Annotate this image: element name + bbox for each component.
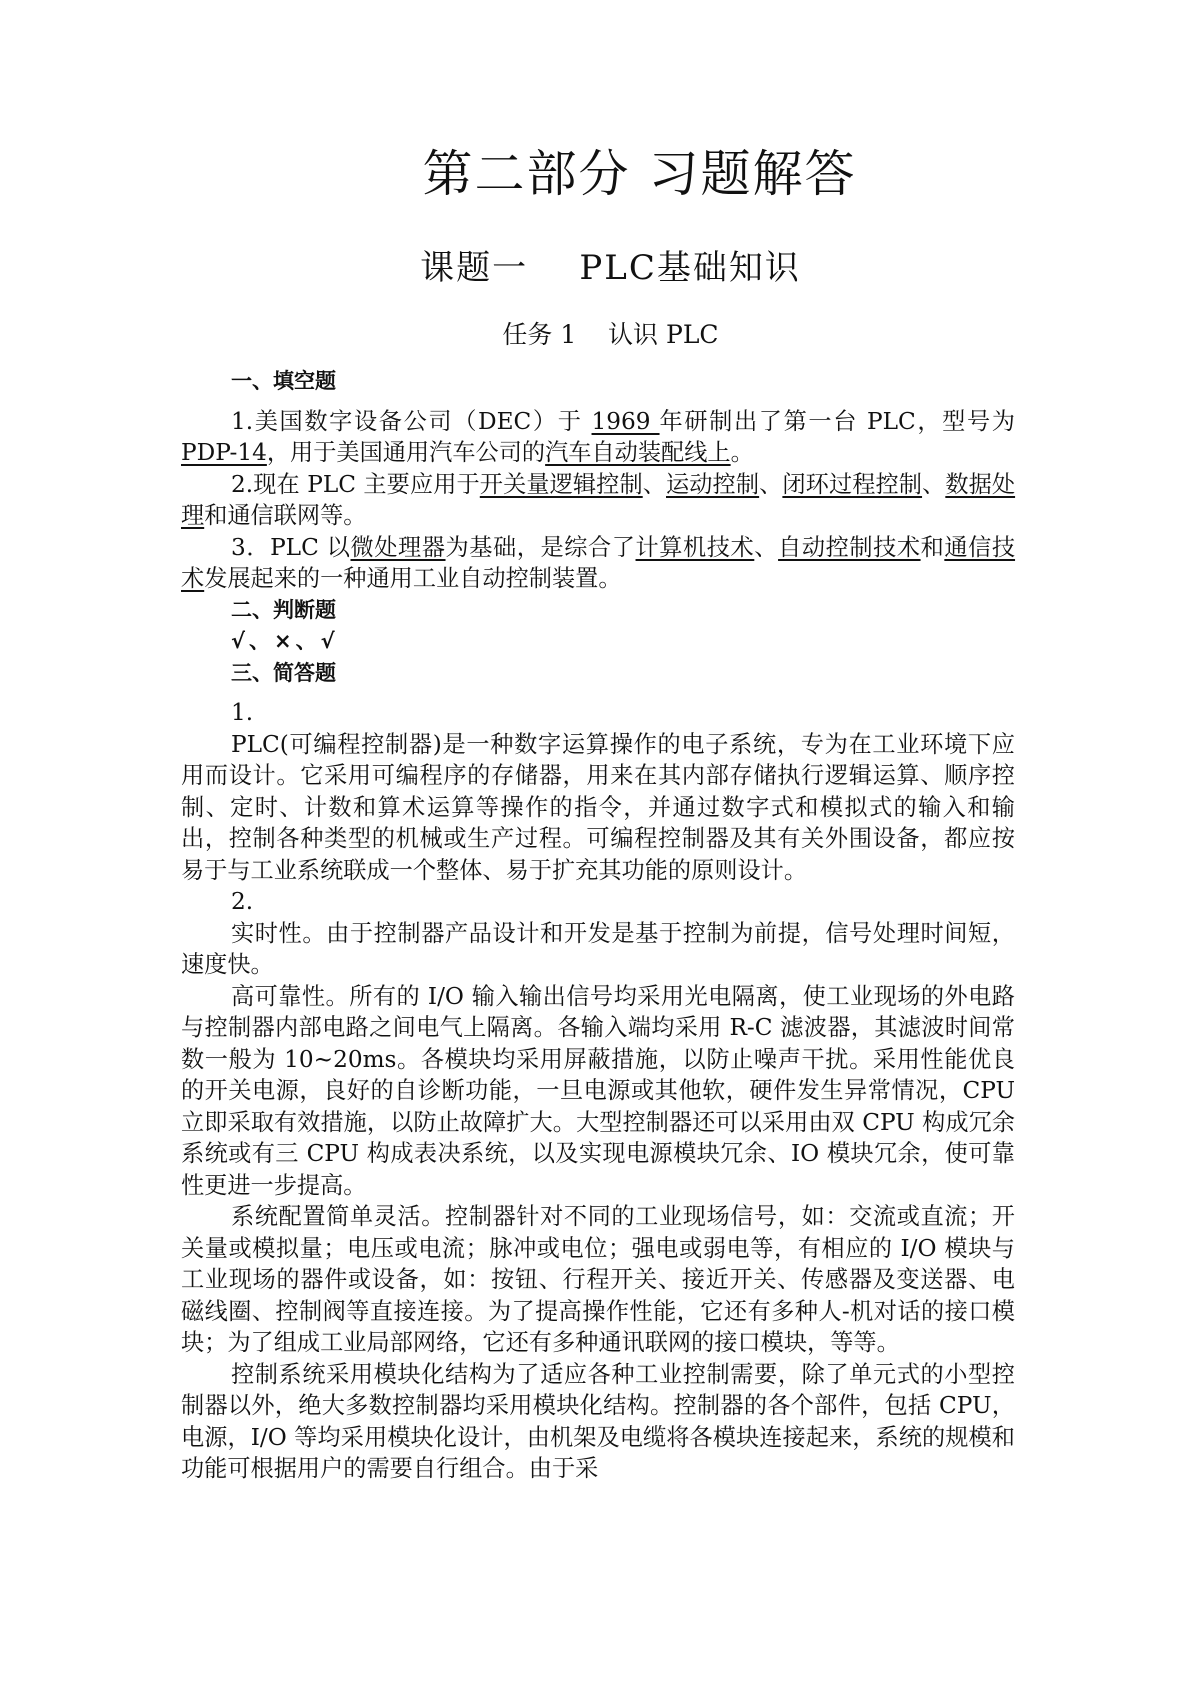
short-answer-paragraph-configuration: 系统配置简单灵活。控制器针对不同的工业现场信号，如：交流或直流；开关量或模拟量；电压或电流；脉冲或电位；强电或弱电等，有相应的 I/O 模块与工业现场的器件或设备，如：按钮、行程开关、接近开关、传感器及变送器、电磁线圈、控制阀等直接连接。为了提高操作性能，它还有多种人-机对话的接口模块；为了组成工业局部网络，它还有多种通讯联网的接口模块，等等。 <box>181 1203 1015 1356</box>
separator: 、 <box>759 470 783 498</box>
answer-blank: 开关量逻辑控制 <box>479 470 643 498</box>
page-title: 第二部分 习题解答 <box>422 145 857 203</box>
answer-blank: 汽车自动装配线上 <box>545 439 731 466</box>
answer-blank: 运动控制 <box>666 470 760 498</box>
short-answer-paragraph-reliability: 高可靠性。所有的 I/O 输入输出信号均采用光电隔离，使工业现场的外电路与控制器内部电路之间电气上隔离。各输入端均采用 R-C 滤波器，其滤波时间常数一般为 10~20ms。各模块均采用屏蔽措施，以防止噪声干扰。采用性能优良的开关电源，良好的自诊断功能，一旦电源或其他软，硬件发生异常情况，CPU 立即采取有效措施，以防止故障扩大。大型控制器还可以采用由双 CPU 构成冗余系统或有三 CPU 构成表决系统，以及实现电源模块冗余、IO 模块冗余，使可靠性更进一步提高。 <box>181 982 1015 1199</box>
task-title: 任务 1 认识 PLC <box>502 320 719 349</box>
short-answer-paragraph-modular: 控制系统采用模块化结构为了适应各种工业控制需要，除了单元式的小型控制器以外，绝大多数控制器均采用模块化结构。控制器的各个部件，包括 CPU，电源，I/O 等均采用模块化设计，由机架及电缆将各模块连接起来，系统的规模和功能可根据用户的需要自行组合。由于采 <box>181 1360 1015 1482</box>
question-text: 发展起来的一种通用工业自动控制装置。 <box>204 565 622 592</box>
answer-blank: 1969 <box>591 407 660 435</box>
true-false-answers: √、×、√ <box>231 629 339 653</box>
answer-blank: 计算机技术 <box>635 533 755 561</box>
short-answer-number-2: 2. <box>231 888 254 915</box>
question-text: 3．PLC 以 <box>231 533 351 561</box>
fill-blank-question-1 <box>181 406 1015 469</box>
fill-blank-question-3 <box>181 532 1015 595</box>
question-text: 1.美国数字设备公司（DEC）于 <box>231 407 592 435</box>
answer-blank: 微处理器 <box>350 533 446 561</box>
document-body <box>181 366 1015 1485</box>
question-text: 2.现在 PLC 主要应用于 <box>231 470 480 498</box>
question-text: 为基础，是综合了 <box>445 533 636 561</box>
separator: 、 <box>642 470 666 498</box>
short-answer-paragraph-1: PLC(可编程控制器)是一种数字运算操作的电子系统，专为在工业环境下应用而设计。它采用可编程序的存储器，用来在其内部存储执行逻辑运算、顺序控制、定时、计数和算术运算等操作的指令，并通过数字式和模拟式的输入和输出，控制各种类型的机械或生产过程。可编程控制器及其有关外围设备，都应按易于与工业系统联成一个整体、易于扩充其功能的原则设计。 <box>181 730 1015 884</box>
section-heading-true-false: 二、判断题 <box>231 597 336 622</box>
answer-blank: 闭环过程控制 <box>782 470 923 498</box>
short-answer-number-1: 1. <box>231 699 254 726</box>
question-text: 和 <box>920 533 945 561</box>
question-text: 。 <box>730 439 754 466</box>
answer-blank: 数据处理 <box>181 470 1016 529</box>
short-answer-paragraph-realtime: 实时性。由于控制器产品设计和开发是基于控制为前提，信号处理时间短，速度快。 <box>181 919 1015 978</box>
question-text: ，用于美国通用汽车公司的 <box>266 439 546 466</box>
question-text: 年研制出了第一台 PLC，型号为 <box>659 407 1015 435</box>
answer-blank: 自动控制技术 <box>778 533 921 561</box>
fill-blank-question-2 <box>181 469 1015 532</box>
section-heading-short-answer: 三、简答题 <box>231 660 336 685</box>
question-text: 和通信联网等。 <box>204 502 367 529</box>
lesson-title: 课题一 PLC基础知识 <box>420 248 801 288</box>
section-heading-fill-blank: 一、填空题 <box>231 369 336 393</box>
separator: 、 <box>922 470 946 498</box>
answer-blank: PDP-14 <box>181 439 267 466</box>
separator: 、 <box>754 533 779 561</box>
answer-blank: 通信技术 <box>181 533 1016 592</box>
